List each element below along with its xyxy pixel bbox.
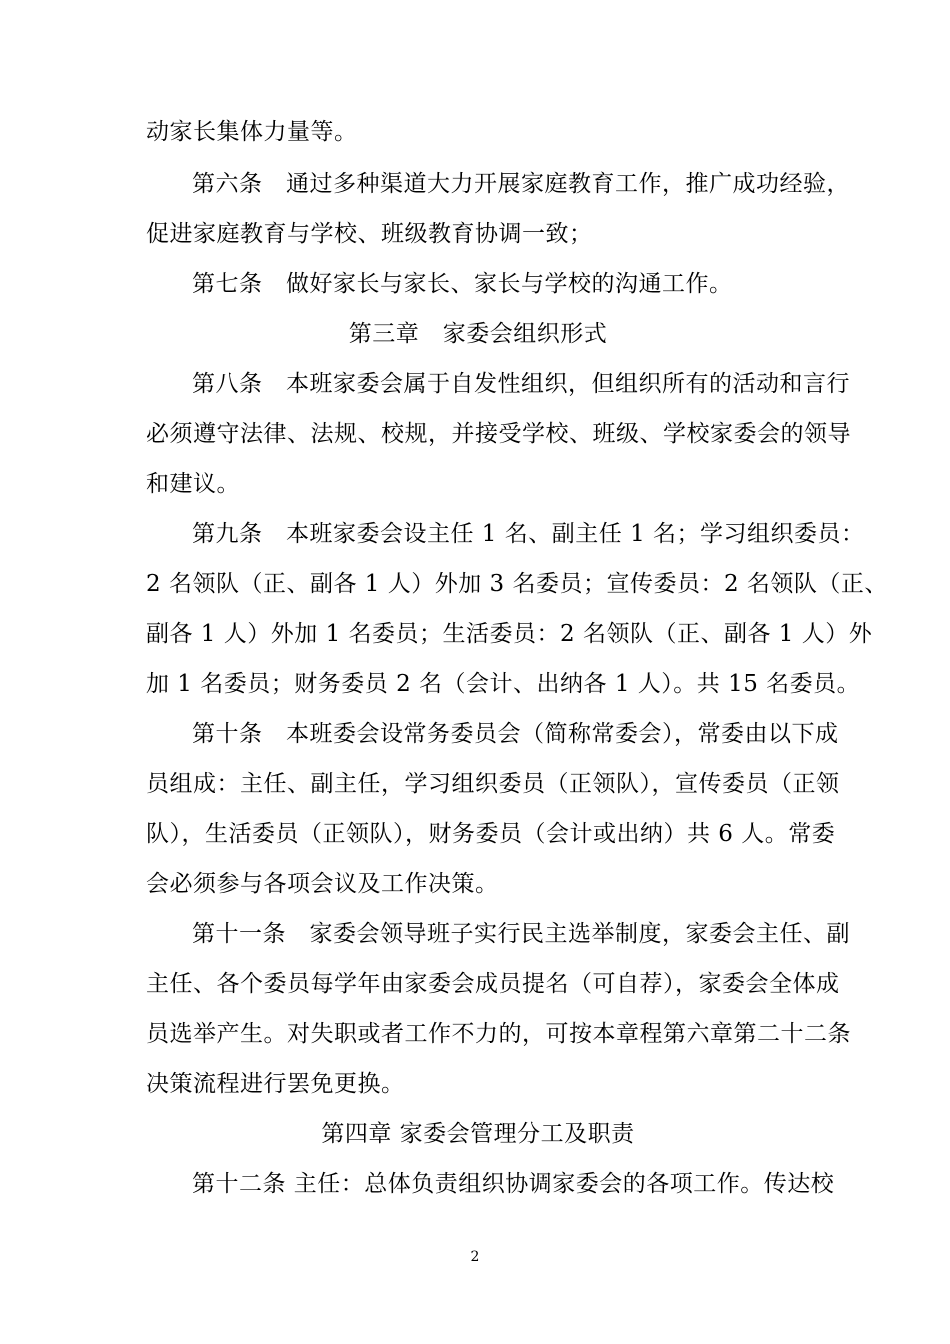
article-11-line-3: 员选举产生。对失职或者工作不力的，可按本章程第六章第二十二条 (146, 1021, 851, 1047)
article-9-line-2: 2 名领队（正、副各 1 人）外加 3 名委员；宣传委员：2 名领队（正、 (146, 571, 888, 597)
article-7-line: 第七条 做好家长与家长、家长与学校的沟通工作。 (192, 271, 733, 297)
article-10-line-2: 员组成：主任、副主任，学习组织委员（正领队），宣传委员（正领 (146, 771, 840, 797)
article-8-line-1: 第八条 本班家委会属于自发性组织，但组织所有的活动和言行 (192, 371, 850, 397)
article-9-line-3: 副各 1 人）外加 1 名委员；生活委员：2 名领队（正、副各 1 人）外 (146, 621, 873, 647)
article-8-line-3: 和建议。 (146, 471, 240, 497)
article-11-line-2: 主任、各个委员每学年由家委会成员提名（可自荐），家委会全体成 (146, 971, 840, 997)
chapter-4-heading: 第四章 家委会管理分工及职责 (321, 1121, 635, 1147)
article-6-line-1: 第六条 通过多种渠道大力开展家庭教育工作，推广成功经验， (192, 171, 850, 197)
article-8-line-2: 必须遵守法律、法规、校规，并接受学校、班级、学校家委会的领导 (146, 421, 851, 447)
page-number: 2 (470, 1249, 480, 1265)
paragraph-line: 动家长集体力量等。 (146, 119, 358, 145)
article-10-line-1: 第十条 本班委会设常务委员会（简称常委会），常委由以下成 (192, 721, 839, 747)
article-9-line-4: 加 1 名委员；财务委员 2 名（会计、出纳各 1 人）。共 15 名委员。 (146, 671, 861, 697)
article-11-line-4: 决策流程进行罢免更换。 (146, 1071, 405, 1097)
article-9-line-1: 第九条 本班家委会设主任 1 名、副主任 1 名；学习组织委员： (192, 521, 865, 547)
article-11-line-1: 第十一条 家委会领导班子实行民主选举制度，家委会主任、副 (192, 921, 850, 947)
article-10-line-3: 队），生活委员（正领队），财务委员（会计或出纳）共 6 人。常委 (146, 821, 836, 847)
article-12-line-1: 第十二条 主任：总体负责组织协调家委会的各项工作。传达校 (192, 1171, 835, 1197)
article-10-line-4: 会必须参与各项会议及工作决策。 (146, 871, 499, 897)
chapter-3-heading: 第三章 家委会组织形式 (348, 321, 608, 347)
article-6-line-2: 促进家庭教育与学校、班级教育协调一致； (146, 221, 593, 247)
